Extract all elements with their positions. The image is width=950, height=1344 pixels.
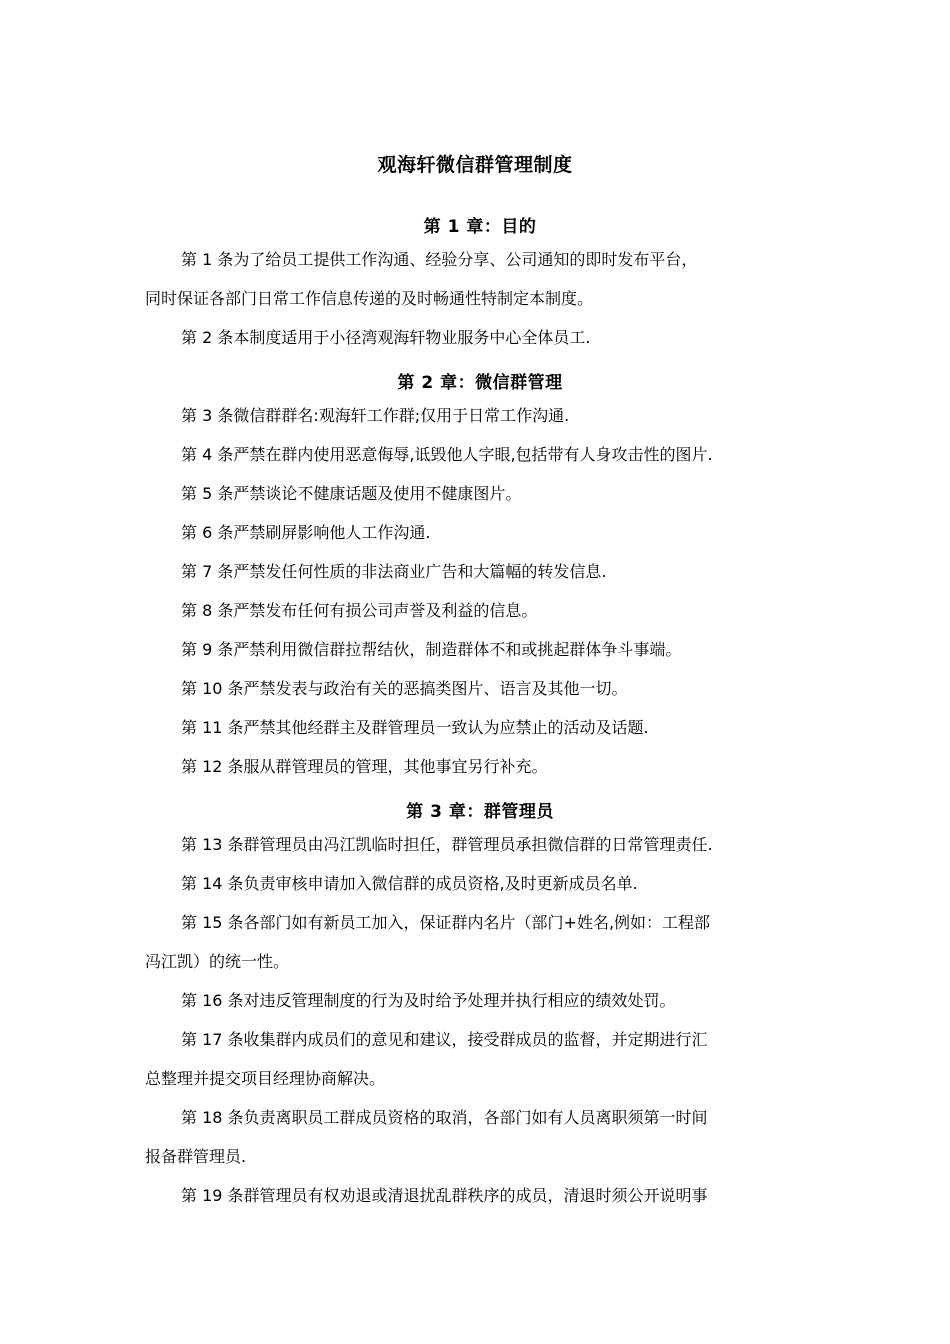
article [145, 520, 815, 559]
article-line: 报备群管理员. [145, 1147, 247, 1166]
article-line: 第 15 条各部门如有新员工加入，保证群内名片（部门+姓名,例如：工程部 [181, 913, 711, 932]
article-line: 第 12 条服从群管理员的管理，其他事宜另行补充。 [181, 757, 548, 776]
article [145, 637, 815, 676]
article-line: 第 16 条对违反管理制度的行为及时给予处理并执行相应的绩效处罚。 [181, 991, 676, 1010]
article-line: 第 1 条为了给员工提供工作沟通、经验分享、公司通知的即时发布平台， [181, 250, 698, 269]
article [145, 559, 815, 598]
article [145, 1183, 815, 1222]
article [145, 754, 815, 793]
article-line: 第 8 条严禁发布任何有损公司声誉及利益的信息。 [181, 601, 538, 620]
article-line: 第 4 条严禁在群内使用恶意侮辱,诋毁他人字眼,包括带有人身攻击性的图片. [181, 445, 713, 464]
article [145, 715, 815, 754]
article [145, 247, 815, 325]
chapter-heading: 第 3 章：群管理员 [406, 802, 554, 822]
article-line: 第 2 条本制度适用于小径湾观海轩物业服务中心全体员工. [181, 328, 591, 347]
article [145, 598, 815, 637]
article [145, 676, 815, 715]
article-line: 第 14 条负责审核申请加入微信群的成员资格,及时更新成员名单. [181, 874, 638, 893]
article-line: 总整理并提交项目经理协商解决。 [145, 1069, 386, 1088]
article-line: 第 13 条群管理员由冯江凯临时担任，群管理员承担微信群的日常管理责任. [181, 835, 713, 854]
article-line: 第 3 条微信群群名:观海轩工作群;仅用于日常工作沟通. [181, 406, 570, 425]
article [145, 1027, 815, 1105]
chapter-heading: 第 1 章：目的 [423, 217, 537, 237]
article [145, 1105, 815, 1183]
article-line: 第 18 条负责离职员工群成员资格的取消，各部门如有人员离职须第一时间 [181, 1108, 708, 1127]
article [145, 481, 815, 520]
article [145, 910, 815, 988]
article-line: 第 5 条严禁谈论不健康话题及使用不健康图片。 [181, 484, 522, 503]
article [145, 442, 815, 481]
document-title: 观海轩微信群管理制度 [377, 154, 573, 176]
article [145, 988, 815, 1027]
article [145, 403, 815, 442]
article-line: 同时保证各部门日常工作信息传递的及时畅通性特制定本制度。 [145, 289, 594, 308]
article-line: 第 6 条严禁刷屏影响他人工作沟通. [181, 523, 431, 542]
article-line: 第 19 条群管理员有权劝退或清退扰乱群秩序的成员，清退时须公开说明事 [181, 1186, 708, 1205]
article [145, 325, 815, 364]
article-line: 第 9 条严禁利用微信群拉帮结伙，制造群体不和或挑起群体争斗事端。 [181, 640, 682, 659]
chapter-heading: 第 2 章：微信群管理 [397, 373, 563, 393]
article [145, 871, 815, 910]
article-line: 第 11 条严禁其他经群主及群管理员一致认为应禁止的活动及话题. [181, 718, 649, 737]
article-line: 冯江凯）的统一性。 [145, 952, 290, 971]
document-body [145, 208, 815, 1222]
article [145, 832, 815, 871]
article-line: 第 7 条严禁发任何性质的非法商业广告和大篇幅的转发信息. [181, 562, 607, 581]
article-line: 第 10 条严禁发表与政治有关的恶搞类图片、语言及其他一切。 [181, 679, 628, 698]
article-line: 第 17 条收集群内成员们的意见和建议，接受群成员的监督，并定期进行汇 [181, 1030, 708, 1049]
